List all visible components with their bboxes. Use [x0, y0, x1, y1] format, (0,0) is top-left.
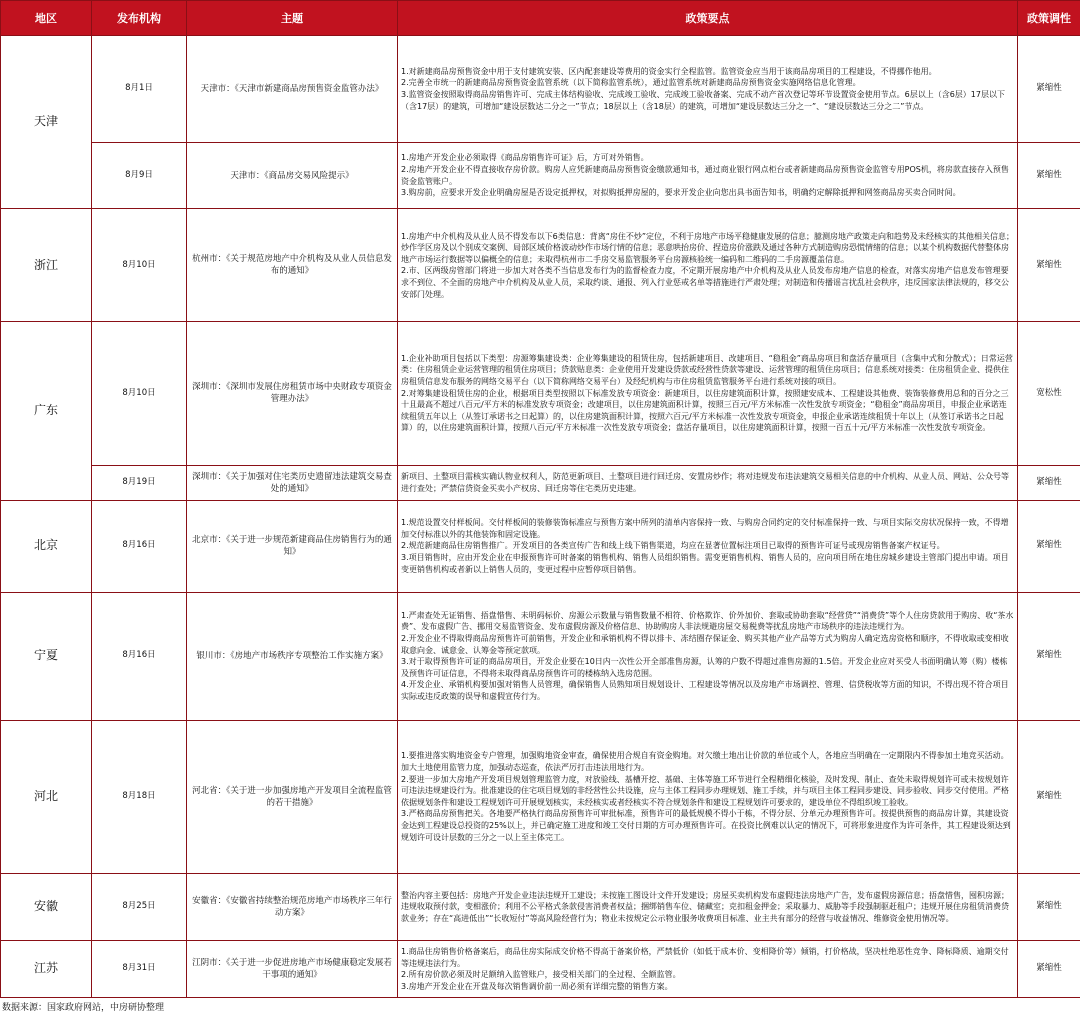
policy-point: 1.商品住房销售价格备案后，商品住房实际成交价格不得高于备案价格，严禁低价（如低于成本价、变相降价等）倾销，打价格战，坚决杜绝恶性竞争、降标降质、逾期交付等违规违法行为。 — [401, 947, 1009, 968]
region-cell: 浙江 — [1, 209, 92, 322]
policy-tone-cell: 宽松性 — [1018, 322, 1080, 465]
policy-point: 1.要推进落实购地资金专户管理，加强购地资金审查，确保使用合规自有资金购地。对欠缴土地出让价款的单位或个人，各地应当明确在一定期限内不得参加土地竞买活动。加大土地使用监管力度，加强动态巡查，依法严厉打击违法用地行为。 — [401, 751, 1009, 772]
table-row — [1, 465, 1080, 500]
policy-tone-cell: 紧缩性 — [1018, 720, 1080, 873]
topic-cell: 深圳市：《关于加强对住宅类历史遗留违法建筑交易查处的通知》 — [187, 465, 398, 500]
region-cell: 天津 — [1, 36, 92, 209]
region-cell: 北京 — [1, 500, 92, 592]
region-cell: 广东 — [1, 322, 92, 500]
topic-cell: 杭州市：《关于规范房地产中介机构及从业人员信息发布的通知》 — [187, 209, 398, 322]
policy-tone-cell: 紧缩性 — [1018, 873, 1080, 941]
date-cell: 8月9日 — [92, 142, 187, 209]
policy-points-cell — [398, 142, 1018, 209]
date-cell: 8月25日 — [92, 873, 187, 941]
date-cell: 8月16日 — [92, 500, 187, 592]
policy-tone-cell: 紧缩性 — [1018, 592, 1080, 720]
header-publisher: 发布机构 — [92, 1, 187, 36]
header-policy-tone: 政策调性 — [1018, 1, 1080, 36]
policy-point: 3.监管资金按照取得商品房销售许可、完成主体结构验收、完成竣工验收、完成竣工验收备案、完成不动产首次登记等环节设置资金使用节点。6层以上（含6层）17层以下（含17层）的建筑，可增加“建设层数达二分之一”节点；18层以上（含18层）的建筑，可增加“建设层数达三分之一”、“建设层数达三分之二”节点。 — [401, 89, 1005, 111]
policy-point: 1.房地产开发企业必须取得《商品房销售许可证》后，方可对外销售。 — [401, 153, 649, 163]
policy-point: 1.企业补助项目包括以下类型：房源筹集建设类：企业筹集建设的租赁住房，包括新建项目、改建项目、“稳租金”商品房项目和盘活存量项目（含集中式和分散式）；日常运营类：住房租赁企业运营管理的租赁住房项目；贷款贴息类：企业使用开发建设贷款或经营性贷款等建设、运营管理的租赁住房项目；信息系统对接类：住房租赁企业、提供住房租赁信息发布服务的网络交易平台（以下简称网络交易平台）及经纪机构与市住房租赁监管服务平台进行系统对接的项目。 — [401, 353, 1013, 387]
region-cell: 河北 — [1, 720, 92, 873]
policy-point: 整治内容主要包括：房地产开发企业违法违规开工建设；未按施工图设计文件开发建设；房屋买卖机构发布虚假违法房地产广告，发布虚假房源信息；捂盘惜售，囤积房源；违规收取预付款，变相涨价；利用不公平格式条款侵害消费者权益；捆绑销售车位、储藏室；克扣租金押金；采取暴力、威胁等手段强制驱赶租户；违规开展住房租赁消费贷款业务；存在“高进低出”“长收短付”等高风险经营行为；物业未按规定公示物业服务收费项目标准、业主共有部分的经营与收益情况、维修资金使用情况等。 — [401, 890, 1009, 923]
policy-point: 1.对新建商品房预售资金中用于支付建筑安装、区内配套建设等费用的资金实行全程监管。监管资金应当用于该商品房项目的工程建设，不得挪作他用。 — [401, 66, 937, 76]
header-topic: 主题 — [187, 1, 398, 36]
table-row — [1, 209, 1080, 322]
policy-point: 3.严格商品房预售把关。各地要严格执行商品房预售许可审批标准，预售许可的最低规模不得小于栋，不得分层、分单元办理预售许可。按提供预售的商品房计算，其建设资金达到工程建设总投资的25%以上，并已确定施工进度和竣工交付日期的方可办理预售许可。在投资比例难以认定的情况下，可将形象进度作为许可条件，其工程建设须达到规划许可设计层数的三分之一以上至主体完工。 — [401, 809, 1011, 842]
table-row — [1, 720, 1080, 873]
policy-tone-cell: 紧缩性 — [1018, 941, 1080, 998]
table-header-row — [1, 1, 1080, 36]
policy-tone-cell: 紧缩性 — [1018, 465, 1080, 500]
region-cell: 宁夏 — [1, 592, 92, 720]
policy-points-cell — [398, 500, 1018, 592]
table-row — [1, 36, 1080, 143]
policy-point: 新项目、土整项目需核实确认物业权利人，防范更新项目、土整项目进行回迁房、安置房炒作；将对违规发布违法建筑交易相关信息的中介机构、从业人员、网站、公众号等进行查处；严禁信贷资金买卖小产权房、回迁房等住宅类历史违建。 — [401, 472, 1009, 493]
policy-point: 1.规范设置交付样板间。交付样板间的装修装饰标准应与预售方案中所列的清单内容保持一致、与购房合同约定的交付标准保持一致、与项目实际交房状况保持一致，不得增加交付标准以外的其他装饰和固定设施。 — [401, 518, 1009, 539]
policy-point: 2.规范新建商品住房销售推广。开发项目的各类宣传广告和线上线下销售渠道，均应在显著位置标注项目已取得的预售许可证号或现房销售备案产权证号。 — [401, 541, 945, 551]
policy-point: 3.购房前，应要求开发企业明确房屋是否设定抵押权，对拟购抵押房屋的，要求开发企业向您出具书面告知书，明确约定解除抵押和网签商品房买卖合同时间。 — [401, 188, 961, 198]
table-row — [1, 941, 1080, 998]
policy-points-cell — [398, 941, 1018, 998]
policy-point: 2.开发企业不得取得商品房预售许可前销售，开发企业和承销机构不得以排卡、冻结圈存保证金、购买其他产业产品等方式为购房人确定选房资格和顺序，不得收取或变相收取意向金、诚意金、认筹金等预定款项。 — [401, 633, 1009, 655]
policy-points-cell — [398, 209, 1018, 322]
policy-point: 2.完善全市统一的新建商品房预售资金监管系统（以下简称监管系统），通过监管系统对新建商品房预售资金实施网络信息化管理。 — [401, 78, 861, 88]
policy-points-cell — [398, 36, 1018, 143]
policy-point: 2.对筹集建设租赁住房的企业，根据项目类型按照以下标准发放专项资金：新建项目，以住房建筑面积计算，按照建安成本、工程建设其他费、装饰装修费用总和的百分之三十且最高不超过八百元/平方米的标准发放专项资金；改建项目，以住房建筑面积计算，按照三百元/平方米标准一次性发放专项资金；“稳租金”商品房项目，申报企业承诺连续租赁五年以上（从签订承诺书之日起算）的，以住房建筑面积计算，按照六百元/平方米标准一次性发放专项资金，申报企业承诺连续租赁十年以上（从签订承诺书之日起算）的，以住房建筑面积计算，按照八百元/平方米标准一次性发放专项资金；盘活存量项目，以住房建筑面积计算，按照一百五十元/平方米标准一次性发放专项资金。 — [401, 388, 1009, 433]
policy-points-cell — [398, 465, 1018, 500]
topic-cell: 银川市：《房地产市场秩序专项整治工作实施方案》 — [187, 592, 398, 720]
header-region: 地区 — [1, 1, 92, 36]
topic-cell: 河北省：《关于进一步加强房地产开发项目全流程监管的若干措施》 — [187, 720, 398, 873]
policy-points-cell — [398, 592, 1018, 720]
topic-cell: 江阴市：《关于进一步促进房地产市场健康稳定发展若干事项的通知》 — [187, 941, 398, 998]
topic-cell: 深圳市：《深圳市发展住房租赁市场中央财政专项资金管理办法》 — [187, 322, 398, 465]
table-row — [1, 142, 1080, 209]
policy-point: 3.房地产开发企业在开盘及每次销售调价前一周必须有详细完整的销售方案。 — [401, 981, 673, 991]
table-row — [1, 592, 1080, 720]
policy-points-cell — [398, 873, 1018, 941]
date-cell: 8月18日 — [92, 720, 187, 873]
region-cell: 安徽 — [1, 873, 92, 941]
policy-point: 2.房地产开发企业不得直接收存房价款。购房人应凭新建商品房预售资金缴款通知书，通过商业银行网点柜台或者新建商品房预售资金监管专用POS机，将房款直接存入预售资金监管账户。 — [401, 165, 1009, 186]
topic-cell: 北京市：《关于进一步规范新建商品住房销售行为的通知》 — [187, 500, 398, 592]
policy-points-cell — [398, 720, 1018, 873]
topic-cell: 天津市：《商品房交易风险提示》 — [187, 142, 398, 209]
policy-tone-cell: 紧缩性 — [1018, 36, 1080, 143]
header-policy-points: 政策要点 — [398, 1, 1018, 36]
policy-point: 4.开发企业、承销机构要加强对销售人员管理，确保销售人员熟知项目规划设计、工程建设等情况以及房地产市场调控、管理、信贷税收等方面的知识，不得出现不符合项目实际或违反政策的误导和虚假宣传行为。 — [401, 680, 1009, 701]
data-source-note: 数据来源：国家政府网站，中房研协整理 — [2, 1003, 165, 1013]
region-cell: 江苏 — [1, 941, 92, 998]
date-cell: 8月16日 — [92, 592, 187, 720]
table-row — [1, 500, 1080, 592]
date-cell: 8月31日 — [92, 941, 187, 998]
policy-point: 2.所有房价款必须及时足额纳入监管账户，接受相关部门的全过程、全额监管。 — [401, 970, 681, 980]
policy-point: 1.严肃查处无证销售、捂盘惜售、未明码标价、房源公示数量与销售数量不相符、价格欺诈、价外加价、套取或协助套取“经营贷”“消费贷”等个人住房贷款用于购房、收“茶水费”、发布虚假广告、挪用交易监管资金、发布虚假房源及价格信息、协助购房人非法规避房屋交易税费等扰乱房地产市场秩序的违法违规行为。 — [401, 610, 1014, 632]
table-row — [1, 873, 1080, 941]
topic-cell: 安徽省：《安徽省持续整治规范房地产市场秩序三年行动方案》 — [187, 873, 398, 941]
date-cell: 8月19日 — [92, 465, 187, 500]
policy-point: 2.要进一步加大房地产开发项目规划管理监管力度，对放验线、基槽开挖、基础、主体等施工环节进行全程精细化核验，及时发现、制止、查处未取得规划许可或未按规划许可违法违规建设行为。批准建设的住宅项目规划的非经营性公共设施，应与主体工程同步办理规划、施工手续，并与项目主体工程同步建设、同步验收、同步交付使用。严格依据规划条件和建设工程规划许可开展规划核实，未经核实或者经核实不符合规划条件和建设工程规划许可要求的，建设单位不得组织竣工验收。 — [401, 774, 1009, 807]
date-cell: 8月10日 — [92, 322, 187, 465]
policy-tone-cell: 紧缩性 — [1018, 500, 1080, 592]
policy-point: 3.项目销售时，应由开发企业在申报预售许可时备案的销售机构、销售人员组织销售。需变更销售机构、销售人员的，应向项目所在地住房城乡建设主管部门提出申请。项目变更销售机构或者新以上销售人员的，变更过程中应暂停项目销售。 — [401, 553, 1009, 574]
policy-point: 1.房地产中介机构及从业人员不得发布以下6类信息：背离“房住不炒”定位，不利于房地产市场平稳健康发展的信息；臆测房地产政策走向和趋势及未经核实的其他相关信息；炒作学区房及以个别成交案例、局部区域价格波动炒作市场行情的信息；恶意哄抬房价、捏造房价涨跌及通过各种方式制造购房恐慌情绪的信息；以某个机构数据代替整体房地产市场运行数据等以偏概全的信息；未取得杭州市二手房交易监管服务平台房源核验统一编码和二维码的二手房源覆盖信息。 — [401, 231, 1015, 264]
policy-point: 3.对于取得预售许可证的商品房项目，开发企业要在10日内一次性公开全部准售房源，认筹的户数不得超过准售房源的1.5倍。开发企业应对买受人书面明确认筹（购）楼栋及预售许可证信息，不得将未取得商品房预售许可的楼栋纳入选房范围。 — [401, 657, 1008, 678]
table-row — [1, 322, 1080, 465]
policy-tone-cell: 紧缩性 — [1018, 209, 1080, 322]
policy-point: 2.市、区两级房管部门将进一步加大对各类不当信息发布行为的监督检查力度，不定期开展房地产中介机构及从业人员发布房地产信息的检查，对落实房地产信息发布管理要求不到位、不全面的房地产中介机构及从业人员，采取约谈、通报、列入行业惩戒名单等措施进行严肃处理；对制造和传播谣言扰乱社会秩序，违反国家法律法规的，移交公安部门处理。 — [401, 266, 1009, 299]
policy-points-cell — [398, 322, 1018, 465]
policy-tone-cell: 紧缩性 — [1018, 142, 1080, 209]
date-cell: 8月1日 — [92, 36, 187, 143]
topic-cell: 天津市：《天津市新建商品房预售资金监管办法》 — [187, 36, 398, 143]
date-cell: 8月10日 — [92, 209, 187, 322]
